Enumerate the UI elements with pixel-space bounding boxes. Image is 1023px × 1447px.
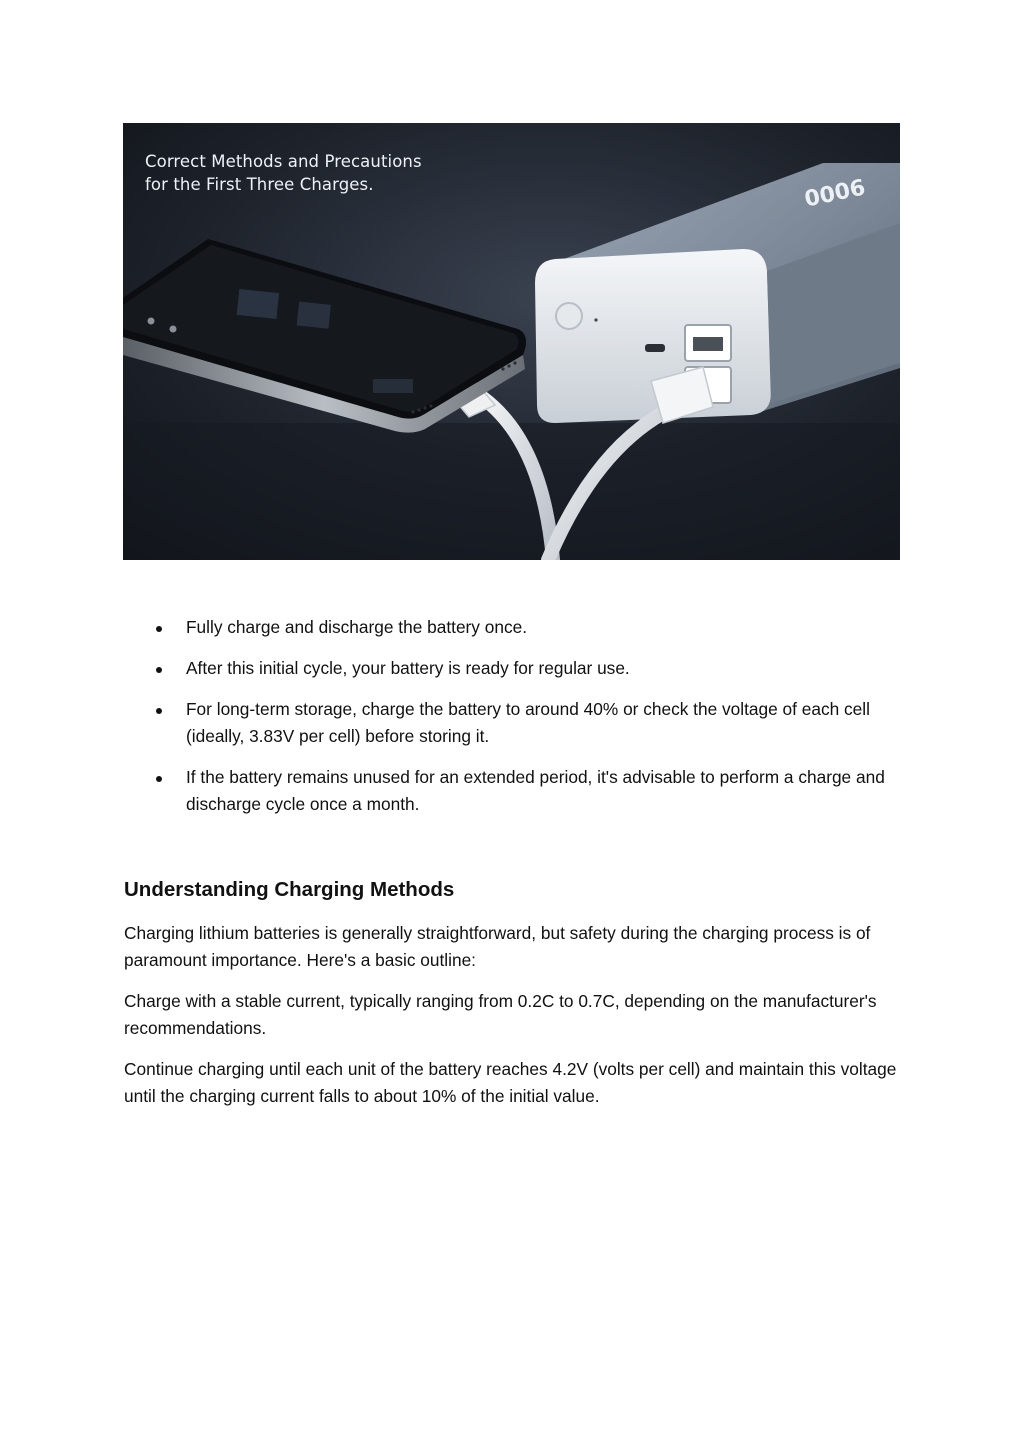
bullet-dot-icon xyxy=(156,776,162,782)
list-item xyxy=(123,614,913,641)
list-item xyxy=(123,764,913,818)
first-charges-bullet-list xyxy=(123,614,913,832)
list-item-text: If the battery remains unused for an extended period, it's advisable to perform a charge and discharge cycle once a month. xyxy=(186,767,885,814)
section-heading: Understanding Charging Methods xyxy=(124,878,455,901)
paragraph-intro: Charging lithium batteries is generally straightforward, but safety during the charging process is of paramount importance. Here's a basic outline: xyxy=(124,923,871,970)
paragraph-continue-charging: Continue charging until each unit of the battery reaches 4.2V (volts per cell) and maintain this voltage until the charging current falls to about 10% of the initial value. xyxy=(124,1059,897,1106)
bullet-dot-icon xyxy=(156,667,162,673)
power-bank-print: 0006 xyxy=(802,175,868,213)
hero-caption-line-2: for the First Three Charges. xyxy=(145,175,374,194)
list-item-text: After this initial cycle, your battery is ready for regular use. xyxy=(186,658,630,678)
bullet-dot-icon xyxy=(156,708,162,714)
list-item xyxy=(123,696,913,750)
list-item-text: For long-term storage, charge the battery to around 40% or check the voltage of each cell (ideally, 3.83V per cell) before storing it. xyxy=(186,699,870,746)
hero-caption xyxy=(145,150,485,196)
list-item-text: Fully charge and discharge the battery once. xyxy=(186,617,528,637)
hero-caption-line-1: Correct Methods and Precautions xyxy=(145,152,422,171)
bullet-dot-icon xyxy=(156,626,162,632)
hero-photo xyxy=(123,123,900,560)
list-item xyxy=(123,655,913,682)
paragraph-stable-current: Charge with a stable current, typically ranging from 0.2C to 0.7C, depending on the manufacturer's recommendations. xyxy=(124,991,877,1038)
